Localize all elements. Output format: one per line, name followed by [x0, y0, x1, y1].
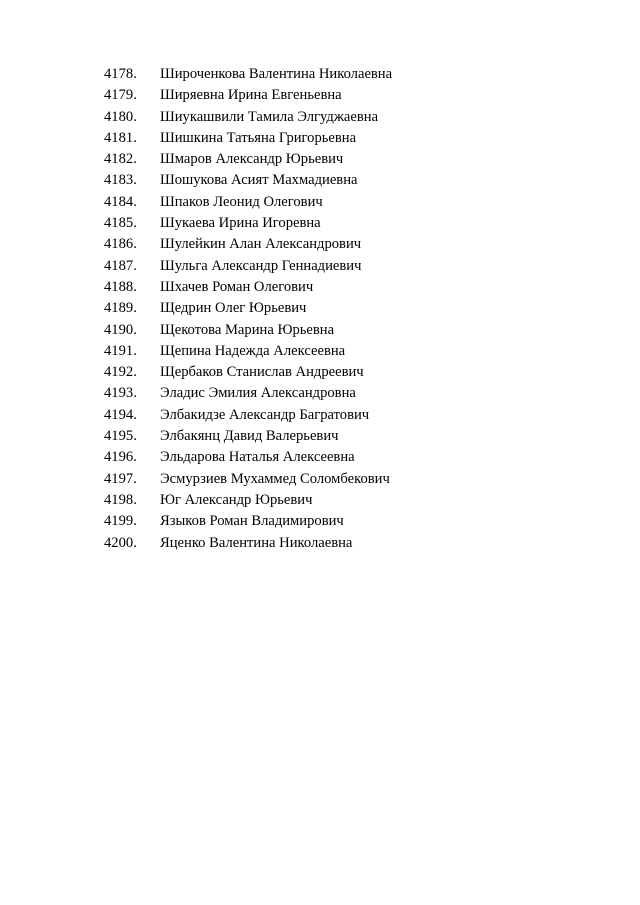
list-item	[104, 383, 392, 404]
entry-number: 4180.	[104, 108, 137, 125]
entry-number: 4196.	[104, 449, 137, 466]
entry-name: Элбакидзе Александр Багратович	[160, 406, 370, 423]
entry-number: 4199.	[104, 513, 137, 530]
entry-name: Шукаева Ирина Игоревна	[160, 215, 321, 232]
entry-number: 4187.	[104, 257, 137, 274]
list-item	[104, 511, 392, 532]
entry-name: Шхачев Роман Олегович	[160, 278, 314, 295]
list-item	[104, 341, 392, 362]
list-item	[104, 170, 392, 191]
list-item	[104, 320, 392, 341]
list-item	[104, 85, 392, 106]
list-item	[104, 362, 392, 383]
entry-number: 4198.	[104, 491, 137, 508]
list-item	[104, 447, 392, 468]
entry-name: Эльдарова Наталья Алексеевна	[160, 449, 355, 466]
list-item	[104, 469, 392, 490]
entry-name: Шульга Александр Геннадиевич	[160, 257, 362, 274]
entry-number: 4189.	[104, 300, 137, 317]
entry-number: 4183.	[104, 172, 137, 189]
list-item	[104, 426, 392, 447]
list-item	[104, 64, 392, 85]
list-item	[104, 256, 392, 277]
entry-number: 4194.	[104, 406, 137, 423]
entry-number: 4182.	[104, 151, 137, 168]
entry-name: Шошукова Асият Махмадиевна	[160, 172, 358, 189]
entry-name: Щекотова Марина Юрьевна	[160, 321, 335, 338]
entry-name: Щедрин Олег Юрьевич	[160, 300, 307, 317]
list-item	[104, 213, 392, 234]
entry-name: Шмаров Александр Юрьевич	[160, 151, 344, 168]
entry-number: 4179.	[104, 87, 137, 104]
entry-number: 4200.	[104, 534, 137, 551]
entry-name: Шпаков Леонид Олегович	[160, 193, 323, 210]
entry-name: Эладис Эмилия Александровна	[160, 385, 356, 402]
list-item	[104, 107, 392, 128]
entry-name: Языков Роман Владимирович	[160, 513, 344, 530]
list-item	[104, 234, 392, 255]
name-list	[104, 64, 392, 554]
entry-number: 4191.	[104, 342, 137, 359]
entry-name: Ширяевна Ирина Евгеньевна	[160, 87, 342, 104]
entry-number: 4195.	[104, 428, 137, 445]
entry-name: Шиукашвили Тамила Элгуджаевна	[160, 108, 379, 125]
entry-number: 4186.	[104, 236, 137, 253]
entry-number: 4197.	[104, 470, 137, 487]
list-item	[104, 405, 392, 426]
entry-name: Юг Александр Юрьевич	[160, 491, 313, 508]
entry-number: 4185.	[104, 215, 137, 232]
entry-name: Щербаков Станислав Андреевич	[160, 364, 364, 381]
entry-number: 4190.	[104, 321, 137, 338]
list-item	[104, 192, 392, 213]
entry-number: 4181.	[104, 129, 137, 146]
list-item	[104, 533, 392, 554]
list-item	[104, 149, 392, 170]
entry-name: Шулейкин Алан Александрович	[160, 236, 362, 253]
entry-name: Яценко Валентина Николаевна	[160, 534, 353, 551]
entry-name: Шишкина Татьяна Григорьевна	[160, 129, 357, 146]
entry-number: 4193.	[104, 385, 137, 402]
entry-number: 4178.	[104, 66, 137, 82]
list-item	[104, 128, 392, 149]
entry-number: 4184.	[104, 193, 137, 210]
entry-name: Эсмурзиев Мухаммед Соломбекович	[160, 470, 390, 487]
list-item	[104, 277, 392, 298]
entry-number: 4192.	[104, 364, 137, 381]
entry-name: Элбакянц Давид Валерьевич	[160, 428, 339, 445]
entry-name: Щепина Надежда Алексеевна	[160, 342, 346, 359]
entry-name: Широченкова Валентина Николаевна	[160, 66, 393, 82]
list-item	[104, 490, 392, 511]
entry-number: 4188.	[104, 278, 137, 295]
list-item	[104, 298, 392, 319]
